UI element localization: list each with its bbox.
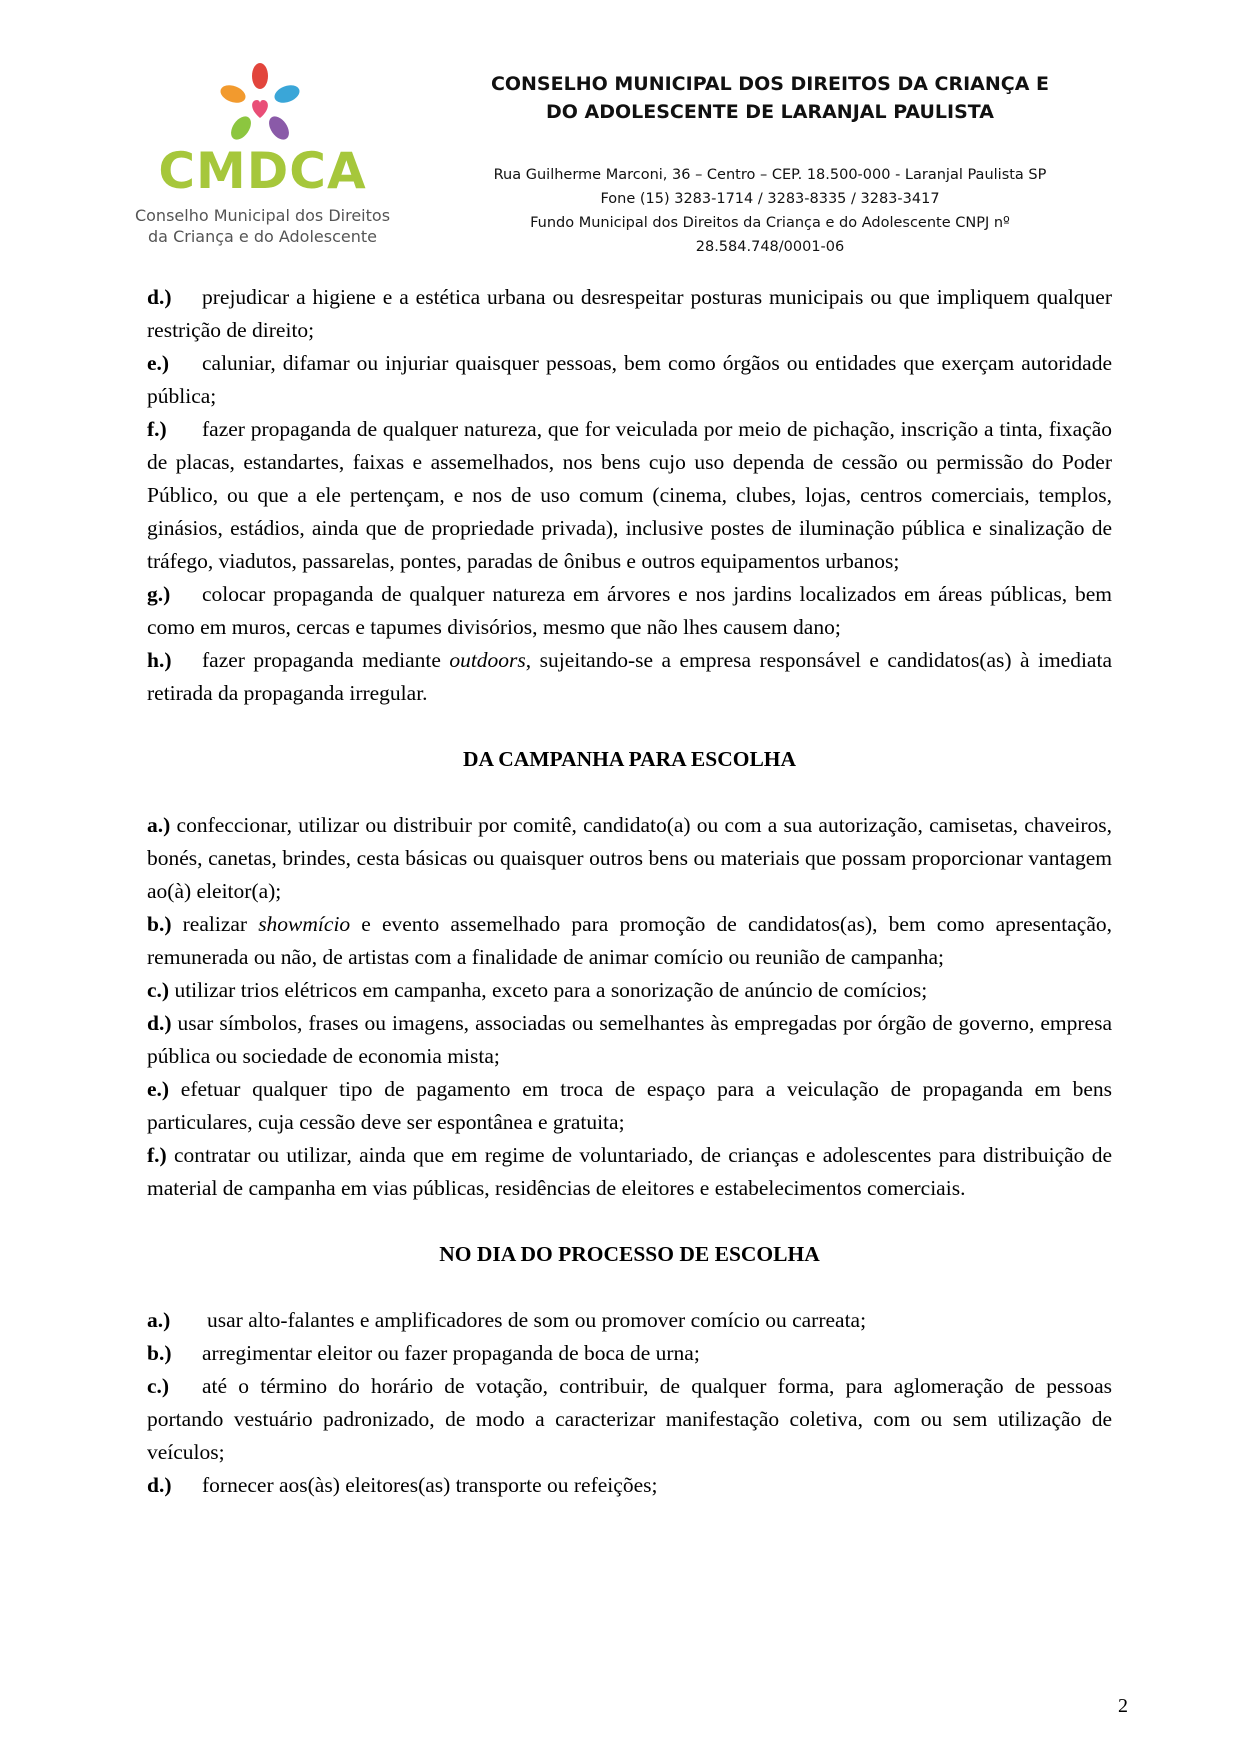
list-item [147, 1469, 1112, 1502]
phone-line: Fone (15) 3283-1714 / 3283-8335 / 3283-3417 [600, 191, 940, 207]
list-item [147, 1073, 1112, 1139]
item-italic-term: showmício [258, 912, 351, 936]
item-text: , sujeitando-se a empresa responsável e candidatos(as) à imediata retirada da propaganda irregular. [147, 648, 1112, 705]
item-text: usar alto-falantes e amplificadores de som ou promover comício ou carreata; [207, 1308, 867, 1332]
list-item [147, 1370, 1112, 1469]
item-text: arregimentar eleitor ou fazer propaganda de boca de urna; [202, 1341, 700, 1365]
list-item [147, 347, 1112, 413]
item-marker: d.) [147, 1473, 172, 1497]
item-marker: e.) [147, 351, 170, 375]
item-text: confeccionar, utilizar ou distribuir por comitê, candidato(a) ou com a sua autorização, camisetas, chaveiros, bonés, canetas, brindes, cesta básicas ou quaisquer outros bens ou materiais que possam proporcionar vantagem ao(à) eleitor(a); [147, 813, 1113, 903]
title-line1: CONSELHO MUNICIPAL DOS DIREITOS DA CRIANÇA E [490, 73, 1050, 95]
item-text: efetuar qualquer tipo de pagamento em troca de espaço para a veiculação de propaganda em bens particulares, cuja cessão deve ser espontânea e gratuita; [147, 1077, 1112, 1134]
item-text: usar símbolos, frases ou imagens, associadas ou semelhantes às empregadas por órgão de governo, empresa pública ou sociedade de economia mista; [147, 1011, 1113, 1068]
list-item [147, 578, 1112, 644]
item-marker: d.) [147, 1011, 172, 1035]
logo-subtitle-line2: da Criança e do Adolescente [148, 227, 377, 246]
item-text: caluniar, difamar ou injuriar quaisquer pessoas, bem como órgãos ou entidades que exerçam autoridade pública; [147, 351, 1112, 408]
item-marker: h.) [147, 648, 172, 672]
item-marker: f.) [147, 1143, 167, 1167]
list-item [147, 809, 1112, 908]
fund-line: Fundo Municipal dos Direitos da Criança e do Adolescente CNPJ nº [530, 215, 1010, 231]
item-text: fazer propaganda mediante [202, 648, 450, 672]
item-text: colocar propaganda de qualquer natureza em árvores e nos jardins localizados em áreas públicas, bem como em muros, cercas e tapumes divisórios, mesmo que não lhes causem dano; [147, 582, 1112, 639]
organization-info [420, 163, 1120, 259]
list-item [147, 1007, 1112, 1073]
list-item [147, 281, 1112, 347]
organization-title [420, 70, 1120, 126]
item-italic-term: outdoors [449, 648, 526, 672]
logo-subtitle-line1: Conselho Municipal dos Direitos [134, 206, 391, 225]
list-item [147, 1337, 1112, 1370]
title-line2: DO ADOLESCENTE DE LARANJAL PAULISTA [545, 101, 994, 123]
item-text: fazer propaganda de qualquer natureza, que for veiculada por meio de pichação, inscrição a tinta, fixação de placas, estandartes, faixas e assemelhados, nos bens cujo uso dependa de cessão ou permissão do Poder Público, ou que a ele pertençam, e nos de uso comum (cinema, clubes, lojas, centros comerciais, templos, ginásios, estádios, ainda que de propriedade privada), inclusive postes de iluminação pública e sinalização de tráfego, viadutos, passarelas, pontes, paradas de ônibus e outros equipamentos urbanos; [147, 417, 1112, 573]
item-text: até o término do horário de votação, contribuir, de qualquer forma, para aglomeração de pessoas portando vestuário padronizado, de modo a caracterizar manifestação coletiva, com ou sem utilização de veículos; [147, 1374, 1112, 1464]
item-marker: a.) [147, 813, 171, 837]
item-marker: f.) [147, 417, 167, 441]
section-heading: NO DIA DO PROCESSO DE ESCOLHA [439, 1242, 820, 1266]
item-marker: e.) [147, 1077, 170, 1101]
item-text: fornecer aos(às) eleitores(as) transporte ou refeições; [202, 1473, 658, 1497]
item-text: realizar [182, 912, 259, 936]
cmdca-logo [130, 62, 395, 252]
item-text: e evento assemelhado para promoção de candidatos(as), bem como apresentação, remunerada ou não, de artistas com a finalidade de animar comício ou reunião de campanha; [147, 912, 1113, 969]
list-item [147, 908, 1112, 974]
list-item [147, 1304, 1112, 1337]
document-body [147, 281, 1112, 1502]
item-marker: c.) [147, 1374, 170, 1398]
list-item [147, 644, 1112, 710]
page-number: 2 [1118, 1695, 1128, 1717]
section-heading: DA CAMPANHA PARA ESCOLHA [462, 747, 797, 771]
list-item [147, 1139, 1112, 1205]
item-marker: d.) [147, 285, 172, 309]
item-text: prejudicar a higiene e a estética urbana ou desrespeitar posturas municipais ou que impliquem qualquer restrição de direito; [147, 285, 1112, 342]
item-marker: g.) [147, 582, 171, 606]
logo-wordmark: CMDCA [158, 142, 367, 200]
item-text: utilizar trios elétricos em campanha, exceto para a sonorização de anúncio de comícios; [174, 978, 928, 1002]
item-marker: b.) [147, 1341, 172, 1365]
address-line: Rua Guilherme Marconi, 36 – Centro – CEP. 18.500-000 - Laranjal Paulista SP [493, 167, 1047, 183]
list-item [147, 413, 1112, 578]
item-marker: c.) [147, 978, 170, 1002]
hands-heart-icon [215, 62, 305, 152]
cnpj-line: 28.584.748/0001-06 [695, 239, 845, 255]
item-marker: a.) [147, 1308, 171, 1332]
list-item [147, 974, 1112, 1007]
item-marker: b.) [147, 912, 172, 936]
item-text: contratar ou utilizar, ainda que em regime de voluntariado, de crianças e adolescentes para distribuição de material de campanha em vias públicas, residências de eleitores e estabelecimentos comerciais. [147, 1143, 1112, 1200]
